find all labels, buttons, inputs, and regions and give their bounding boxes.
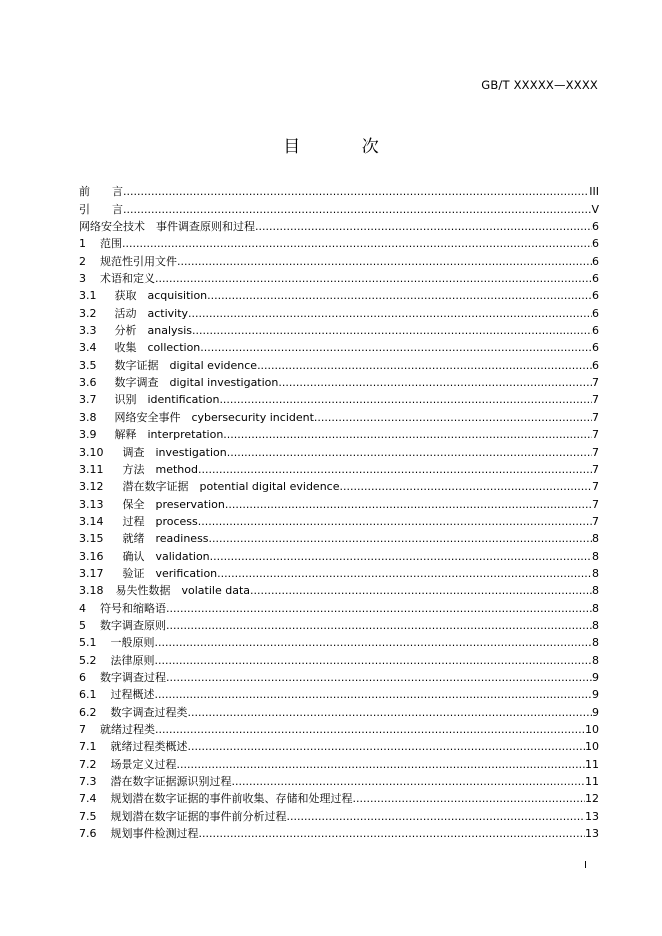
toc-dot-leader [123,203,591,217]
toc-dot-leader [314,411,592,425]
toc-entry[interactable] [79,616,599,633]
toc-entry-page: III [589,185,599,199]
toc-entry-number: 7.3 [79,775,97,789]
toc-entry-number: 3.2 [79,306,97,320]
toc-entry-label: 规划潜在数字证据的事件前分析过程 [110,809,287,823]
toc-entry-number: 7.4 [79,792,97,806]
toc-entry-page: 8 [592,618,599,632]
toc-dot-leader [192,324,592,338]
toc-entry-page: 6 [592,254,599,268]
toc-entry[interactable] [79,789,599,806]
toc-entry-label: 术语和定义 [100,272,155,286]
toc-dot-leader [166,619,592,633]
toc-entry[interactable] [79,182,599,199]
toc-entry-number: 5.2 [79,653,97,667]
toc-entry-number: 3.12 [79,480,104,494]
toc-entry-number: 1 [79,237,86,251]
toc-entry-label: 确认 validation [122,549,210,563]
toc-entry[interactable] [79,234,599,251]
toc-entry-label: 场景定义过程 [110,757,177,771]
toc-entry[interactable] [79,425,599,442]
toc-entry-page: 10 [585,723,599,736]
toc-entry-label: 规范性引用文件 [100,254,177,268]
toc-entry[interactable] [79,633,599,650]
toc-entry-number: 3.8 [79,410,97,424]
toc-title: 目 次 [283,137,407,157]
toc-entry-page: 6 [592,324,599,338]
toc-entry-label: 潜在数字证据源识别过程 [110,775,232,789]
toc-entry-number: 7.6 [79,827,97,841]
toc-dot-leader [227,446,592,460]
toc-dot-leader [255,220,592,234]
toc-entry-label: 法律原则 [110,653,155,667]
toc-entry[interactable] [79,668,599,685]
toc-entry[interactable] [79,338,599,355]
toc-entry-number: 3 [79,272,86,286]
toc-entry-page: 7 [592,514,599,528]
toc-entry-page: 7 [592,480,599,494]
toc-entry-label: 网络安全技术 事件调查原则和过程 [79,220,255,234]
toc-dot-leader [177,758,586,772]
toc-entry-page: 7 [592,428,599,442]
toc-entry-page: 8 [592,566,599,580]
toc-entry-label: 就绪过程类 [100,723,155,736]
toc-entry-number: 3.5 [79,358,97,372]
toc-dot-leader [198,463,592,477]
toc-entry-label: 收集 collection [114,341,201,355]
toc-entry-page: 13 [585,809,599,823]
toc-dot-leader [188,706,593,720]
toc-entry[interactable] [79,754,599,771]
toc-entry-number: 2 [79,254,86,268]
toc-dot-leader [225,498,592,512]
toc-entry-page: 9 [592,688,599,702]
toc-dot-leader [188,740,586,754]
toc-entry[interactable] [79,581,599,598]
toc-entry-number: 3.1 [79,289,97,303]
toc-entry-label: 潜在数字证据 potential digital evidence [122,480,340,494]
toc-entry-page: 8 [592,601,599,615]
toc-entry[interactable] [79,546,599,563]
toc-entry-label: 验证 verification [122,566,218,580]
toc-entry-page: 6 [592,237,599,251]
toc-entry-label: 数字调查 digital investigation [114,376,279,390]
toc-entry-number: 3.10 [79,445,104,459]
toc-entry-number: 5 [79,618,86,632]
toc-dot-leader [166,671,592,685]
toc-entry-page: 8 [592,532,599,546]
toc-entry-label: 方法 method [122,462,198,476]
toc-entry-page: 13 [585,827,599,841]
toc-entry-page: 6 [592,220,599,234]
toc-entry-label: 数字调查过程 [100,670,166,684]
toc-entry-number: 3.17 [79,566,104,580]
toc-entry-page: 10 [585,740,599,754]
toc-entry-number: 7.1 [79,740,97,754]
toc-entry[interactable] [79,772,599,789]
toc-entry[interactable] [79,477,599,494]
toc-entry-label: 调查 investigation [122,445,227,459]
toc-dot-leader [122,237,592,251]
toc-entry-page: 9 [592,670,599,684]
toc-entry-label: 分析 analysis [114,324,193,338]
toc-entry-page: 7 [592,462,599,476]
toc-entry-page: 9 [592,705,599,719]
toc-dot-leader [155,688,593,702]
toc-entry[interactable] [79,598,599,615]
toc-entry[interactable] [79,390,599,407]
toc-entry-label: 符号和缩略语 [100,601,166,615]
toc-entry-label: 言 [112,202,123,216]
toc-entry-label: 过程 process [122,514,198,528]
toc-dot-leader [339,480,592,494]
toc-entry-number: 3.11 [79,462,104,476]
toc-dot-leader [198,515,592,529]
toc-dot-leader [199,827,586,841]
toc-entry-page: 8 [592,653,599,667]
toc-entry[interactable] [79,303,599,320]
toc-entry-page: 7 [592,445,599,459]
toc-entry[interactable] [79,373,599,390]
toc-entry-number: 3.7 [79,393,97,407]
toc-dot-leader [207,289,592,303]
toc-entry-label: 规划事件检测过程 [110,827,199,841]
toc-entry[interactable] [79,512,599,529]
toc-entry[interactable] [79,355,599,372]
toc-entry-number: 6.1 [79,688,97,702]
toc-entry-page: 6 [592,306,599,320]
toc-entry-page: 7 [592,410,599,424]
toc-dot-leader [287,810,586,824]
toc-entry-page: 8 [592,584,599,598]
toc-entry[interactable] [79,199,599,216]
toc-entry-number: 7.5 [79,809,97,823]
toc-entry-label: 数字调查原则 [100,618,166,632]
toc-entry[interactable] [79,650,599,667]
toc-entry[interactable] [79,460,599,477]
toc-dot-leader [232,775,586,789]
toc-entry-page: 11 [585,775,599,789]
toc-entry[interactable] [79,494,599,511]
toc-entry-page: 6 [592,272,599,286]
toc-entry-page: 12 [585,792,599,806]
toc-entry-number: 3.13 [79,497,104,511]
toc-entry[interactable] [79,286,599,303]
toc-entry[interactable] [79,217,599,234]
toc-dot-leader [250,584,592,598]
toc-entry[interactable] [79,564,599,581]
toc-entry-number: 7.2 [79,757,97,771]
toc-entry-page: 8 [592,549,599,563]
toc-entry-label: 范围 [100,237,122,251]
toc-entry-label: 就绪过程类概述 [110,740,188,754]
toc-entry[interactable] [79,806,599,823]
toc-entry-page: 8 [592,636,599,650]
toc-entry-label: 数字调查过程类 [110,705,188,719]
toc-dot-leader [217,567,592,581]
toc-entry-number: 4 [79,601,86,615]
toc-dot-leader [200,341,592,355]
toc-entry-label: 识别 identification [114,393,220,407]
toc-entry-page: 7 [592,497,599,511]
toc-entry-number: 3.6 [79,376,97,390]
toc-entry-page: 6 [592,358,599,372]
toc-dot-leader [166,602,592,616]
toc-entry-label: 就绪 readiness [122,532,209,546]
toc-entry-label: 网络安全事件 cybersecurity incident [114,410,314,424]
toc-entry-number: 前 [79,185,90,199]
toc-dot-leader [219,393,592,407]
toc-entry-page: V [591,202,599,216]
toc-dot-leader [353,792,586,806]
toc-entry-label: 保全 preservation [122,497,225,511]
toc-entry[interactable] [79,321,599,338]
toc-dot-leader [155,723,585,737]
toc-entry-label: 一般原则 [110,636,155,650]
toc-entry-number: 3.9 [79,428,97,442]
toc-dot-leader [223,428,592,442]
toc-entry-number: 3.3 [79,324,97,338]
page-number: I [584,860,587,871]
toc-entry-page: 11 [585,757,599,771]
toc-entry-number: 3.16 [79,549,104,563]
toc-entry-label: 规划潜在数字证据的事件前收集、存储和处理过程 [110,792,353,806]
toc-entry-number: 3.15 [79,532,104,546]
toc-entry-number: 6 [79,670,86,684]
toc-entry[interactable] [79,269,599,286]
table-of-contents [79,182,599,841]
toc-dot-leader [177,255,592,269]
toc-dot-leader [209,532,592,546]
toc-dot-leader [188,307,592,321]
toc-dot-leader [278,376,592,390]
toc-entry-page: 7 [592,376,599,390]
toc-entry-number: 引 [79,202,90,216]
toc-entry-label: 易失性数据 volatile data [115,584,251,598]
toc-entry[interactable] [79,407,599,424]
toc-entry[interactable] [79,702,599,719]
toc-entry[interactable] [79,529,599,546]
toc-dot-leader [123,185,589,199]
toc-entry-label: 活动 activity [114,306,189,320]
toc-entry-number: 3.4 [79,341,97,355]
toc-dot-leader [155,636,593,650]
toc-entry-number: 3.18 [79,584,104,598]
toc-entry-label: 言 [112,185,123,199]
toc-entry-label: 获取 acquisition [114,289,208,303]
toc-entry-number: 5.1 [79,636,97,650]
toc-entry-number: 7 [79,723,86,736]
toc-dot-leader [257,359,592,373]
toc-entry-number: 6.2 [79,705,97,719]
toc-dot-leader [155,654,593,668]
toc-entry[interactable] [79,685,599,702]
toc-entry[interactable] [79,824,599,841]
toc-dot-leader [210,550,592,564]
toc-entry-label: 数字证据 digital evidence [114,358,258,372]
toc-entry[interactable] [79,251,599,268]
toc-entry-number: 3.14 [79,514,104,528]
toc-entry-label: 过程概述 [110,688,155,702]
toc-entry-page: 6 [592,341,599,355]
toc-entry-label: 解释 interpretation [114,428,224,442]
standard-number: GB/T XXXXX—XXXX [481,78,598,92]
toc-entry-page: 7 [592,393,599,407]
toc-entry-page: 6 [592,289,599,303]
toc-entry[interactable] [79,737,599,754]
toc-dot-leader [155,272,592,286]
toc-entry[interactable] [79,720,599,737]
toc-entry[interactable] [79,442,599,459]
